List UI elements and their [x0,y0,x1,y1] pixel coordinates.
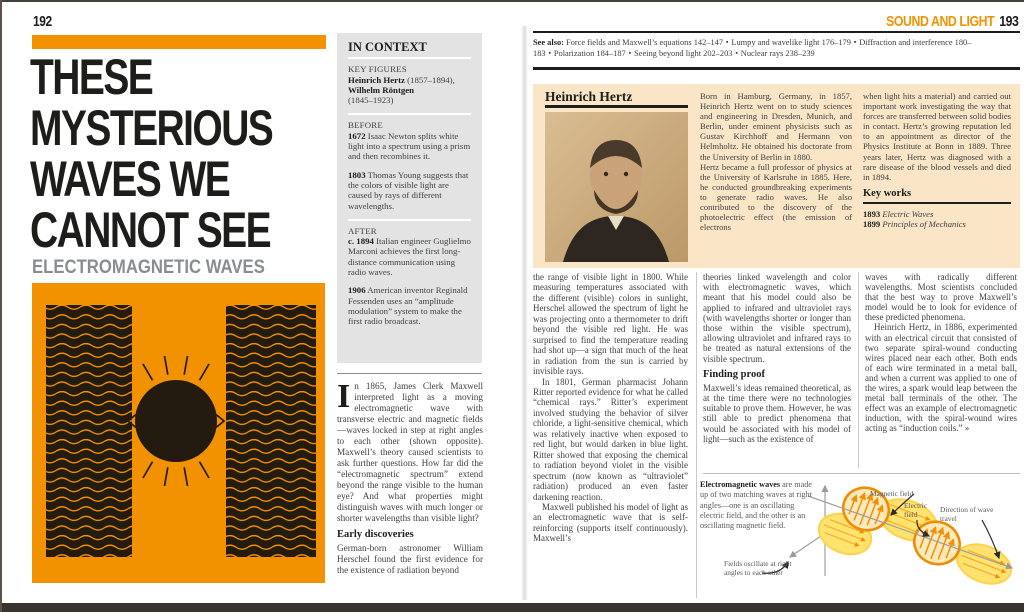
finding-proof-heading: Finding proof [703,368,765,380]
article-start-rule [337,373,482,374]
divider [348,113,471,115]
key-works-heading: Key works [863,187,912,199]
direction-label: Direction of wave travel [940,505,994,523]
key-figures: Heinrich Hertz (1857–1894), Wilhelm Röntgen (1845–1923) [348,74,455,106]
timeline-entry: c. 1894 Italian engineer Guglielmo Marconi achieves the first long-distance communication using radio waves. [348,236,471,278]
square-bullet: ▪ [726,39,729,46]
left-page-number: 192 [33,13,52,30]
eclipse-waves-illustration [32,283,325,583]
section-title: SOUND AND LIGHT [885,13,994,30]
photo-edge-top [0,0,1024,2]
before-label: BEFORE [348,120,383,131]
drop-cap: I [337,381,351,415]
oscillate-label: Fields oscillate at right angles to each other [724,559,792,577]
key-work-entry: 1899 Principles of Mechanics [863,219,966,230]
photo-edge-left [0,0,2,612]
key-work-entry: 1893 Electric Waves [863,208,934,219]
early-discoveries-heading: Early discoveries [337,529,414,540]
biography-column-1: Born in Hamburg, Germany, in 1857, Heinrich Hertz went on to study sciences and engineering in Dresden, Munich, and Berlin, under eminent physicists such as Gustav Kirchhoff and Hermann von Helmholtz. He obtained his doctorate from the University of Berlin in 1880. Hertz became a full professor of physics at the University of Karlsruhe in 1885. Here, he conducted groundbreaking experiments to generate radio waves. He also contributed to the discovery of the photoelectric effect (the emission of electrons [700,91,852,233]
see-also-item: Nuclear rays 238–239 [740,49,815,58]
top-orange-bar [32,35,326,49]
headline-line-1: THESE [30,49,153,105]
divider [348,219,471,221]
square-bullet: ▪ [853,39,857,46]
electric-field-label: Electric field [904,501,927,519]
headline-line-4: CANNOT SEE [30,202,271,258]
see-also-item: Polarization 184–187 [553,49,626,58]
page-gutter [521,26,528,600]
see-also-item: Seeing beyond light 202–203 [634,49,733,58]
photo-edge-bottom [0,603,1024,612]
em-wave-figure [690,476,1024,602]
square-bullet: ▪ [735,50,738,57]
right-page-header [857,13,1018,31]
timeline-entry: 1803 Thomas Young suggests that the colors of visible light are caused by rays of different wavelengths. [348,169,469,211]
figure-rule [703,473,1020,474]
see-also [533,37,1020,59]
in-context-box [337,33,482,363]
left-page-body [337,381,483,597]
figure-caption: Electromagnetic waves are made up of two matching waves at right angles—one is an oscillating electric field, and the other is an oscillating magnetic field. [700,480,812,531]
headline-line-2: MYSTERIOUS [30,100,273,156]
divider [348,57,471,59]
key-works-rule [863,202,1011,204]
column-rule [858,272,859,468]
early-discoveries-paragraph: German-born astronomer William Herschel found the first evidence for the existence of radiation beyond [337,543,483,575]
body-column-3: waves with radically different wavelengths. Most scientists concluded that the best way to prove Maxwell’s model would be to look for evidence of these predicted phenomena. Heinrich Hertz, in 1886, experimented with an electrical circuit that consisted of two separate spiral-wound conducting wires placed near each other. Both ends of each wire terminated in a metal ball, and when a current was applied to one of the wires, a spark would leap between the metal ball terminals of the other. The effect was an example of electromagnetic induction, with the spiral-wound wires acting as “induction coils.” » [865,272,1017,434]
right-page-number: 193 [998,13,1018,30]
chapter-subtitle: ELECTROMAGNETIC WAVES [32,257,265,278]
in-context-title: IN CONTEXT [348,40,427,54]
biography-box [533,84,1020,268]
intro-paragraph: In 1865, James Clerk Maxwell interpreted light as a moving electromagnetic wave with transverse electric and magnetic fields—waves locked in step at right angles to each other (shown opposite). Maxwell’s theory caused scientists to ask further questions. How far did the “electromagnetic spectrum” extend beyond the range visible to the human eye? And what properties might distinguish waves with much longer or shorter wavelengths than visible light? [337,381,483,523]
right-wave-panel [226,305,316,557]
body-column-1: the range of visible light in 1800. While measuring temperatures associated with the different (visible) colors in sunlight, Herschel allowed the spectrum of light he was projecting onto a thermometer to drift beyond the visible red light. He was surprised to find the temperature reading had shot up—a sign that much of the heat in radiation from the sun is carried by invisible rays. In 1801, German pharmacist Johann Ritter reported evidence for what he called “chemical rays.” Ritter’s experiment involved studying the behavior of silver chloride, a light-sensitive chemical, which was relatively inactive when exposed to red light, but would darken in blue light. Ritter showed that exposing the chemical to radiation beyond violet in the visible spectrum (now known as “ultraviolet” radiation) produced an even faster darkening reaction. Maxwell published his model of light as an electromagnetic wave that is self-reinforcing (supports itself continuously). Maxwell’s [533,272,688,544]
timeline-entry: 1906 American inventor Reginald Fessenden uses an “amplitude modulation” system to make the first radio broadcast. [348,285,468,327]
biography-title-rule [545,105,688,108]
left-wave-panel [46,305,132,557]
timeline-entry: 1672 Isaac Newton splits white light into a spectrum using a prism and then recombines it. [348,130,471,162]
see-also-item: Force fields and Maxwell’s equations 142–147 [566,38,724,47]
key-figures-label: KEY FIGURES [348,64,407,75]
magnetic-field-label: Magnetic field [870,489,914,498]
see-also-label: See also: [533,38,564,47]
after-label: AFTER [348,225,377,236]
see-also-rule [533,67,1020,70]
see-also-item: Diffraction and interference 180–183 [533,38,972,58]
square-bullet: ▪ [628,50,632,57]
biography-title: Heinrich Hertz [545,89,633,104]
biography-column-2: when light hits a material) and carried out important work investigating the way that forces are transferred between solid bodies in contact. Hertz’s growing reputation led to an appointment as director of the Physics Institute at Bonn in 1889. Three years later, Hertz was diagnosed with a rare disease of the blood vessels and died in 1894. Key works 1893 Electric Waves 1899 Principles of Mechanics [863,91,1011,230]
headline [30,49,330,258]
header-rule [533,31,1020,33]
headline-line-3: WAVES WE [30,151,230,207]
square-bullet: ▪ [548,50,551,57]
see-also-item: Lumpy and wavelike light 176–179 [731,38,851,47]
hertz-portrait-photo [545,112,688,262]
body-column-2: theories linked wavelength and color with electromagnetic waves, which meant that his model could also be applied to infrared and ultraviolet rays (with wavelengths shorter or longer than those within the visible spectrum), allowing ultraviolet and infrared rays to be treated as natural extensions of the visible spectrum. Finding proof Maxwell’s ideas remained theoretical, as at the time there were no technologies suitable to prove them. However, he was still able to predict phenomena that would be associated with his model of light—such as the existence of [703,272,851,444]
